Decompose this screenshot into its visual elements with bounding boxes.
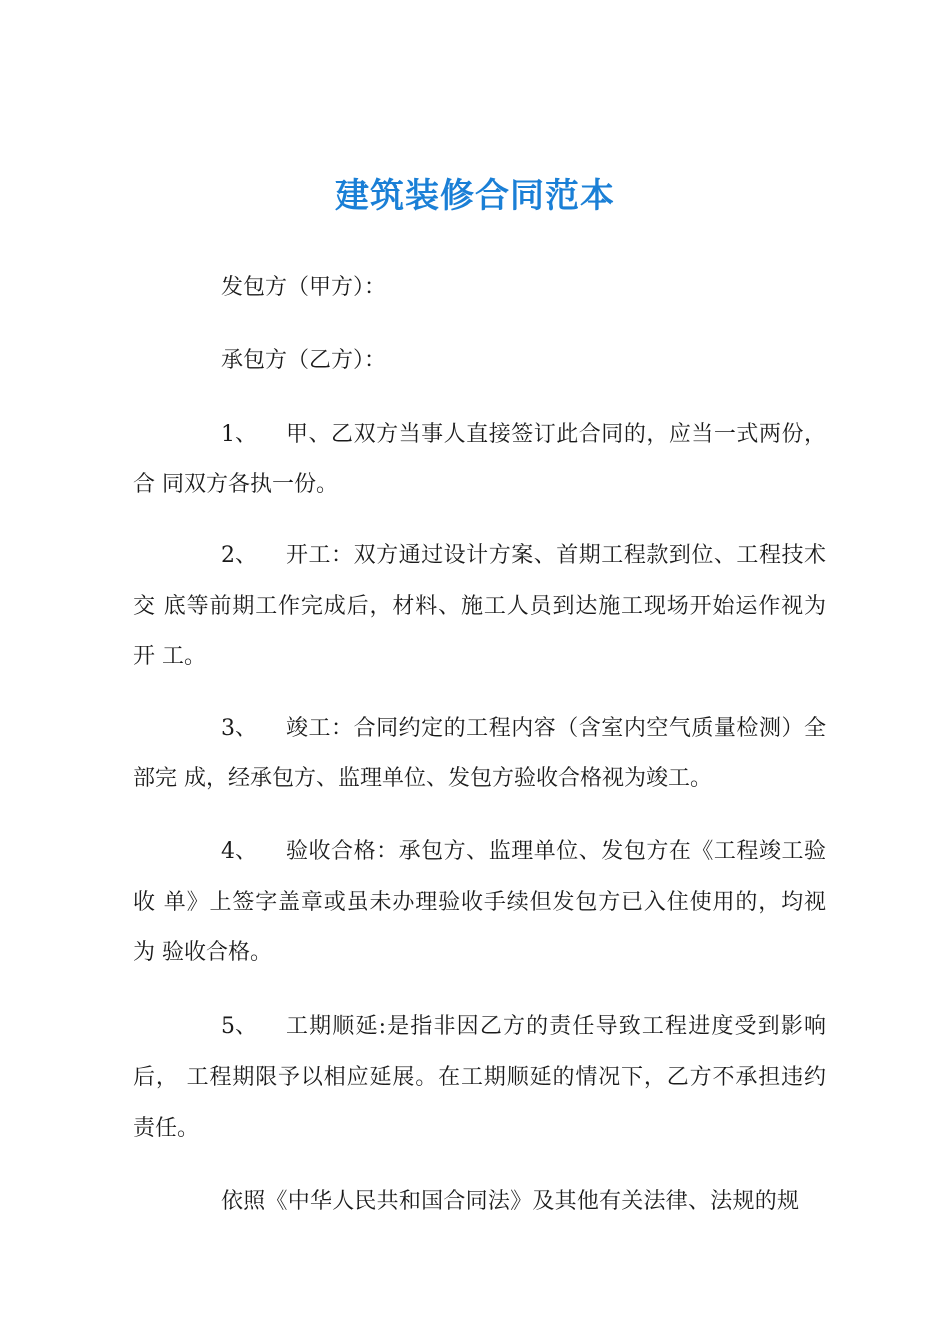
clause-3-number: 3、: [221, 716, 257, 741]
clause-1-line-2: 合 同双方各执一份。: [133, 472, 338, 497]
clause-2-line-3: 开 工。: [133, 644, 206, 669]
clause-1-line-1: 甲、乙双方当事人直接签订此合同的，应当一式两份，: [286, 422, 826, 447]
clause-2-line-2: 交 底等前期工作完成后，材料、施工人员到达施工现场开始运作视为: [133, 594, 826, 619]
clause-4-line-2: 收 单》上签字盖章或虽未办理验收手续但发包方已入住使用的，均视: [133, 890, 826, 915]
clause-4-line-3: 为 验收合格。: [133, 940, 272, 965]
clause-1-number: 1、: [221, 422, 257, 447]
clause-5-number: 5、: [221, 1014, 257, 1039]
clause-3-line-1: 竣工：合同约定的工程内容（含室内空气质量检测）全: [286, 716, 826, 741]
closing-paragraph: 依照《中华人民共和国合同法》及其他有关法律、法规的规: [221, 1189, 799, 1214]
party-a-label: 发包方（甲方）：: [221, 275, 387, 300]
document-title: 建筑装修合同范本: [335, 176, 615, 216]
clause-4-number: 4、: [221, 839, 257, 864]
clause-5-line-2: 后， 工程期限予以相应延展。在工期顺延的情况下，乙方不承担违约: [133, 1065, 826, 1090]
clause-2-line-1: 开工：双方通过设计方案、首期工程款到位、工程技术: [286, 543, 826, 568]
clause-5-line-1: 工期顺延:是指非因乙方的责任导致工程进度受到影响: [286, 1014, 826, 1039]
clause-4-line-1: 验收合格：承包方、监理单位、发包方在《工程竣工验: [286, 839, 826, 864]
clause-2-number: 2、: [221, 543, 257, 568]
party-b-label: 承包方（乙方）：: [221, 348, 387, 373]
clause-3-line-2: 部完 成，经承包方、监理单位、发包方验收合格视为竣工。: [133, 766, 712, 791]
clause-5-line-3: 责任。: [133, 1116, 200, 1141]
